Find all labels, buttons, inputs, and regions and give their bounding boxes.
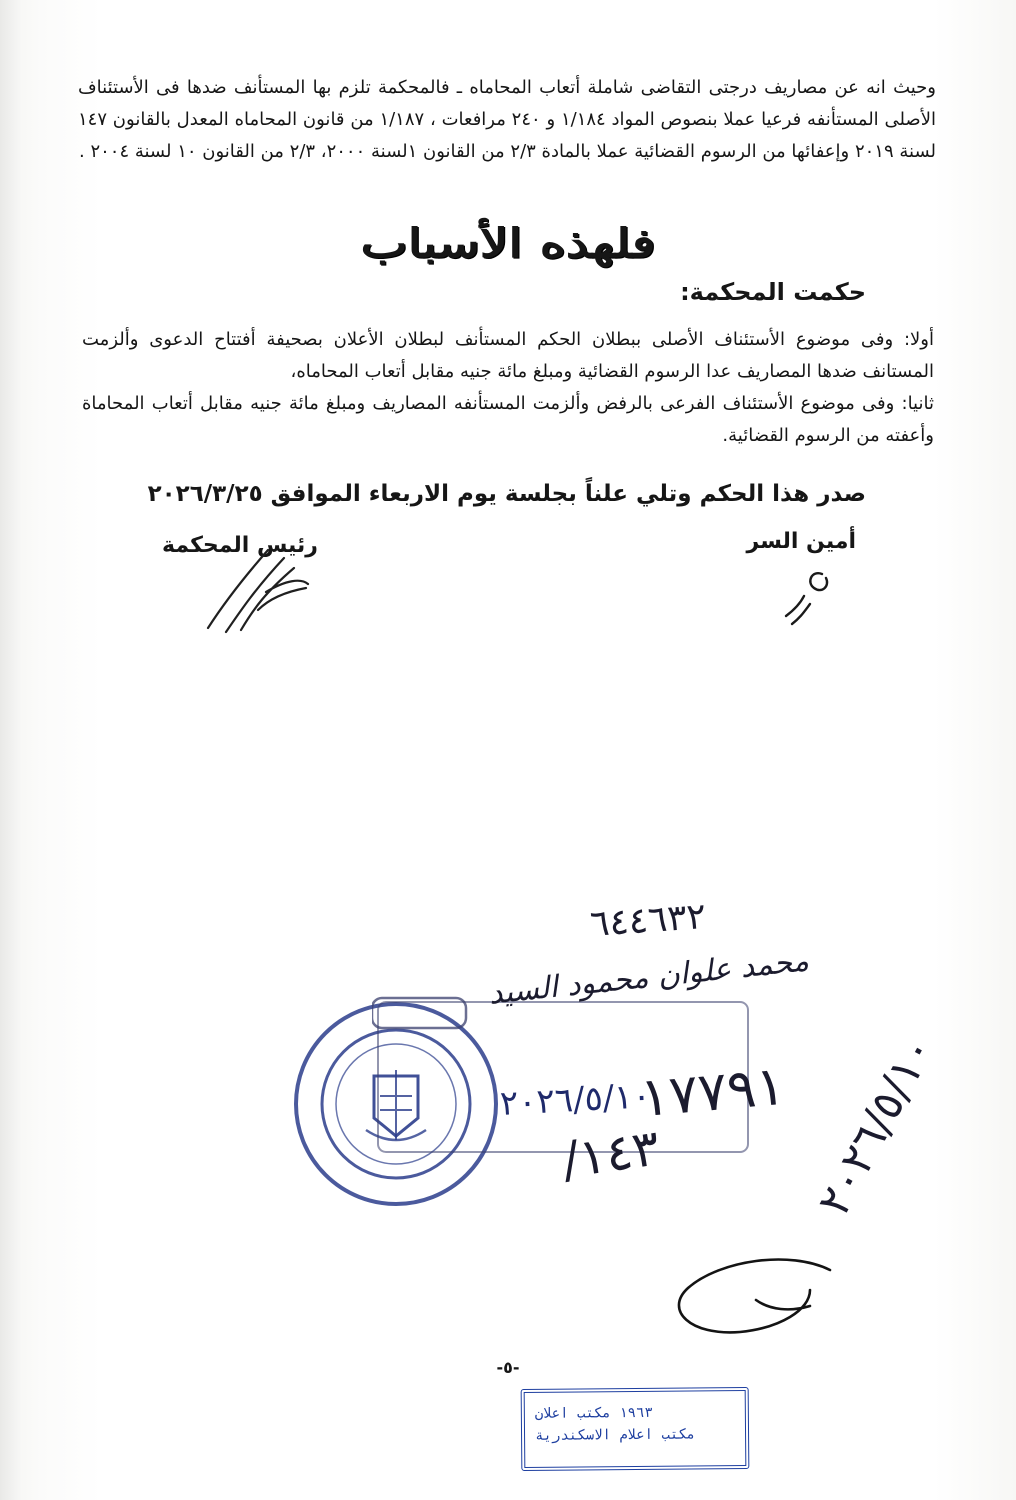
bottom-stamp-line-2: مكتب اعلام الاسكندرية	[534, 1426, 696, 1444]
president-label: رئيس المحكمة	[162, 533, 318, 558]
second-ruling-paragraph: ثانيا: وفى موضوع الأستئناف الفرعى بالرفض وألزمت المستأنفه المصاريف ومبلغ مائة جنيه مقابل أتعاب المحاماة وأعفته من الرسوم القضائية.	[82, 393, 934, 446]
handwritten-big-number: ١٧٧٩١	[637, 1053, 788, 1130]
first-ruling-paragraph: أولا: وفى موضوع الأستئناف الأصلى ببطلان الحكم المستأنف لبطلان الأعلان بصحيفة أفتتاح الدعوى وألزمت المستانف ضدها المصاريف عدا الرسوم القضائية ومبلغ مائة جنيه مقابل أتعاب المحاماه،	[82, 329, 934, 382]
handwritten-reference: ١٤٣/	[558, 1118, 663, 1190]
causes-heading	[0, 214, 1016, 274]
intro-paragraph: وحيث انه عن مصاريف درجتى التقاضى شاملة أتعاب المحاماه ـ فالمحكمة تلزم بها المستأنف ضدها فى الأستئناف الأصلى المستأنفه فرعيا عملا بنصوص المواد ١/١٨٤ و ٢٤٠ مرافعات ، ١/١٨٧ من قانون المحاماه المعدل بالقانون ١٤٧ لسنة ٢٠١٩ وإعفائها من الرسوم القضائية عملا بالمادة ٢/٣ من القانون ١لسنة ٢٠٠٠، ٢/٣ من القانون ١٠ لسنة ٢٠٠٤ .	[78, 77, 936, 162]
handwritten-stamp-date: ٢٠٢٦/٥/١٠	[499, 1076, 652, 1124]
bottom-blue-stamp	[521, 1387, 750, 1471]
causes-heading-text: فلهذه الأسباب	[360, 220, 656, 267]
bottom-stamp-line-1: ١٩٦٣ مكتب اعلان	[534, 1404, 653, 1422]
handwritten-date-2: ٢٠٢٦/٥/١٠	[808, 1027, 945, 1224]
secretary-label: أمين السر	[746, 529, 856, 554]
handwritten-name: محمد علوان محمود السيد	[487, 943, 811, 1012]
court-ruled-label: حكمت المحكمة:	[680, 278, 866, 306]
president-signature	[196, 540, 316, 640]
handwritten-number: ٦٤٤٦٣٢	[588, 896, 708, 945]
bottom-handwritten-signature	[660, 1240, 850, 1360]
secretary-signature	[764, 560, 844, 630]
issued-line: صدر هذا الحكم وتلي علناً بجلسة يوم الاربعاء الموافق ٢٠٢٦/٣/٢٥	[147, 481, 866, 507]
page-number: -٥-	[496, 1358, 520, 1377]
